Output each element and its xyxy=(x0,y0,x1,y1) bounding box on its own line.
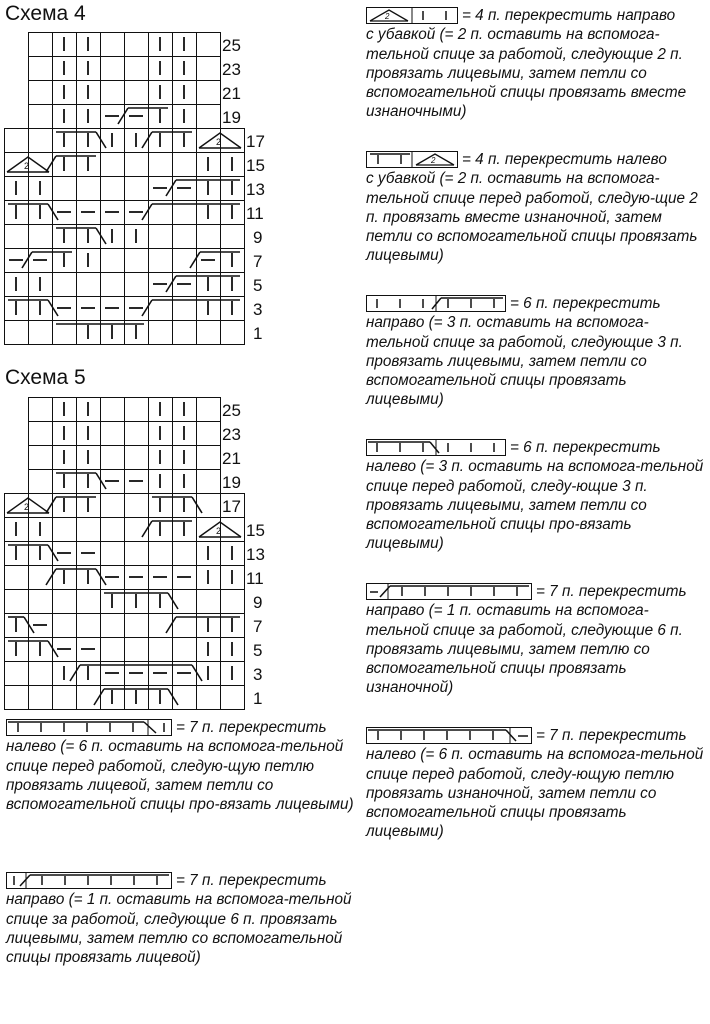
grid-cell xyxy=(53,590,77,614)
scheme5-grid xyxy=(4,397,246,710)
grid-cell xyxy=(125,542,149,566)
grid-cell xyxy=(197,81,221,105)
grid-cell xyxy=(29,590,53,614)
grid-cell xyxy=(29,686,53,710)
svg-text:2: 2 xyxy=(431,156,436,166)
grid-cell xyxy=(125,81,149,105)
grid-cell xyxy=(149,321,173,345)
grid-cell xyxy=(173,321,197,345)
scheme5-title: Схема 5 xyxy=(5,366,86,389)
grid-cell xyxy=(101,273,125,297)
cable-slope xyxy=(166,617,176,633)
decrease-count: 2 xyxy=(24,161,30,171)
grid-cell xyxy=(29,422,53,446)
row-label: 5 xyxy=(253,641,263,660)
legend-item-8 xyxy=(6,871,356,967)
row-label: 7 xyxy=(253,617,263,636)
grid-cell xyxy=(149,614,173,638)
cable-slope xyxy=(46,156,56,172)
legend-item-5 xyxy=(366,582,706,698)
grid-cell xyxy=(101,57,125,81)
legend-1-body: с убавкой (= 2 п. оставить на вспомога-тельной спице за работой, следующие 2 п. провязать лицевыми, затем петли со вспомогательной спицы провязать вместе изнаночными) xyxy=(366,26,687,121)
grid-cell xyxy=(53,518,77,542)
row-label: 3 xyxy=(253,300,263,319)
grid-cell xyxy=(197,33,221,57)
grid-cell xyxy=(197,470,221,494)
cable-slope xyxy=(22,252,32,268)
grid-cell xyxy=(29,105,53,129)
legend-item-1 xyxy=(366,6,706,122)
grid-cell xyxy=(101,638,125,662)
cable-slope xyxy=(142,132,152,148)
grid-cell xyxy=(221,129,245,153)
grid-cell xyxy=(149,225,173,249)
grid-cell xyxy=(77,177,101,201)
decrease-count: 2 xyxy=(216,137,222,147)
grid-cell xyxy=(173,225,197,249)
cable-right-6-symbol xyxy=(366,295,506,312)
cable-slope xyxy=(190,252,200,268)
cable-left-6-symbol xyxy=(366,439,506,456)
cable-slope xyxy=(166,276,176,292)
grid-cell xyxy=(29,57,53,81)
grid-cell xyxy=(197,321,221,345)
cable-slope xyxy=(166,180,176,196)
grid-cell xyxy=(197,105,221,129)
grid-cell xyxy=(125,638,149,662)
cable-left-7p-symbol xyxy=(366,727,532,744)
grid-cell xyxy=(77,273,101,297)
cable-slope xyxy=(142,204,152,220)
legend-item-2 xyxy=(366,150,706,266)
scheme4-title: Схема 4 xyxy=(5,2,86,25)
grid-cell xyxy=(77,590,101,614)
grid-cell xyxy=(29,398,53,422)
row-label: 11 xyxy=(246,204,264,223)
grid-cell xyxy=(125,273,149,297)
legend-3-body: направо (= 3 п. оставить на вспомога-тельной спице за работой, следующие 3 п. провязать лицевыми, затем петли со вспомогательной спицы провязать лицевыми) xyxy=(366,314,683,409)
grid-cell xyxy=(221,225,245,249)
legend-8-head: = 7 п. перекрестить xyxy=(176,872,327,889)
legend-2-body: с убавкой (= 2 п. оставить на вспомога-тельной спице перед работой, следую-щие 2 п. провязать вместе изнаночной, затем петли со вспомогательной спицы провязать лицевыми) xyxy=(366,170,698,265)
grid-cell xyxy=(125,57,149,81)
decrease-count: 2 xyxy=(24,502,30,512)
grid-cell xyxy=(53,686,77,710)
grid-cell xyxy=(77,686,101,710)
grid-cell xyxy=(5,566,29,590)
grid-cell xyxy=(149,638,173,662)
grid-cell xyxy=(101,81,125,105)
cable-slope xyxy=(46,569,56,585)
row-label: 17 xyxy=(246,132,265,151)
legend-7-body: налево (= 6 п. оставить на вспомога-тельной спице перед работой, следую-щую петлю провязать лицевой, затем петли со вспомогательной спицы про-вязать лицевыми) xyxy=(6,738,354,814)
grid-cell xyxy=(197,686,221,710)
legend-2-head: = 4 п. перекрестить налево xyxy=(462,151,667,168)
grid-cell xyxy=(77,518,101,542)
grid-cell xyxy=(125,446,149,470)
decrease-count: 2 xyxy=(216,526,222,536)
row-label: 9 xyxy=(253,228,263,247)
grid-cell xyxy=(149,153,173,177)
grid-cell xyxy=(29,662,53,686)
row-label: 21 xyxy=(222,449,241,468)
grid-cell xyxy=(173,638,197,662)
grid-cell xyxy=(221,518,245,542)
grid-cell xyxy=(5,321,29,345)
row-label: 13 xyxy=(246,180,265,199)
grid-cell xyxy=(101,398,125,422)
legend-8-body: направо (= 1 п. оставить на вспомога-тельной спице за работой, следующие 6 п. провязать лицевыми, затем петлю со вспомогательной спицы провязать лицевой) xyxy=(6,891,352,967)
grid-cell xyxy=(125,614,149,638)
grid-cell xyxy=(197,590,221,614)
cable-slope xyxy=(142,300,152,316)
row-label: 3 xyxy=(253,665,263,684)
grid-cell xyxy=(53,273,77,297)
scheme5-chart xyxy=(4,397,246,710)
grid-cell xyxy=(29,566,53,590)
legend-item-4 xyxy=(366,438,706,554)
legend-5-body: направо (= 1 п. оставить на вспомога-тельной спице за работой, следующие 6 п. провязать лицевыми, затем петлю со вспомогательной спицы провязать изнаночной) xyxy=(366,602,683,697)
grid-cell xyxy=(77,614,101,638)
cable-right-7p-symbol xyxy=(366,583,532,600)
row-label: 25 xyxy=(222,36,241,55)
cable-slope xyxy=(46,497,56,513)
grid-cell xyxy=(125,33,149,57)
row-label: 5 xyxy=(253,276,263,295)
grid-cell xyxy=(29,494,53,518)
scheme4-chart xyxy=(4,32,246,345)
row-label: 19 xyxy=(222,108,241,127)
grid-cell xyxy=(221,590,245,614)
grid-cell xyxy=(101,614,125,638)
legend-item-7 xyxy=(6,718,356,814)
grid-cell xyxy=(29,153,53,177)
grid-cell xyxy=(29,81,53,105)
grid-cell xyxy=(29,446,53,470)
grid-cell xyxy=(29,321,53,345)
grid-cell xyxy=(101,249,125,273)
grid-cell xyxy=(197,57,221,81)
row-label: 23 xyxy=(222,425,241,444)
grid-cell xyxy=(29,129,53,153)
cable-right-7-symbol xyxy=(6,872,172,889)
row-label: 1 xyxy=(253,324,263,343)
legend-item-3 xyxy=(366,294,706,410)
grid-cell xyxy=(101,446,125,470)
grid-cell xyxy=(221,686,245,710)
row-label: 23 xyxy=(222,60,241,79)
grid-cell xyxy=(101,153,125,177)
row-label: 11 xyxy=(246,569,264,588)
legend-1-head: = 4 п. перекрестить направо xyxy=(462,7,676,24)
cable-slope xyxy=(94,689,104,705)
row-label: 15 xyxy=(246,156,265,175)
legend-3-head: = 6 п. перекрестить xyxy=(510,295,661,312)
grid-cell xyxy=(173,153,197,177)
grid-cell xyxy=(29,470,53,494)
legend-6-head: = 7 п. перекрестить xyxy=(536,727,687,744)
row-label: 13 xyxy=(246,545,265,564)
cable-slope xyxy=(70,665,80,681)
cable-slope xyxy=(118,108,128,124)
grid-cell xyxy=(5,590,29,614)
row-label: 17 xyxy=(222,497,241,516)
row-label: 25 xyxy=(222,401,241,420)
grid-cell xyxy=(101,542,125,566)
grid-cell xyxy=(125,177,149,201)
row-label: 15 xyxy=(246,521,265,540)
row-label: 7 xyxy=(253,252,263,271)
grid-cell xyxy=(53,614,77,638)
row-label: 1 xyxy=(253,689,263,708)
legend-6-body: налево (= 6 п. оставить на вспомога-тельной спице перед работой, следу-ющую петлю провязать изнаночной, затем петли со вспомогательной спицы провязать лицевыми) xyxy=(366,746,704,841)
grid-cell xyxy=(197,398,221,422)
grid-cell xyxy=(125,249,149,273)
grid-cell xyxy=(173,542,197,566)
grid-cell xyxy=(197,422,221,446)
grid-cell xyxy=(101,33,125,57)
scheme4-grid xyxy=(4,32,246,345)
svg-text:2: 2 xyxy=(385,12,390,22)
grid-cell xyxy=(125,518,149,542)
grid-cell xyxy=(125,422,149,446)
grid-cell xyxy=(101,177,125,201)
grid-cell xyxy=(149,542,173,566)
grid-cell xyxy=(5,686,29,710)
grid-cell xyxy=(5,662,29,686)
grid-cell xyxy=(125,494,149,518)
grid-cell xyxy=(221,321,245,345)
grid-cell xyxy=(173,686,197,710)
cable-left-7-symbol xyxy=(6,719,172,736)
legend-item-6 xyxy=(366,726,706,842)
row-label: 9 xyxy=(253,593,263,612)
grid-cell xyxy=(101,494,125,518)
grid-cell xyxy=(29,33,53,57)
row-label: 19 xyxy=(222,473,241,492)
grid-cell xyxy=(101,422,125,446)
cable-right-dec-symbol xyxy=(366,7,458,24)
grid-cell xyxy=(149,249,173,273)
grid-cell xyxy=(53,177,77,201)
cable-slope xyxy=(142,521,152,537)
grid-cell xyxy=(5,225,29,249)
grid-cell xyxy=(173,590,197,614)
grid-cell xyxy=(5,129,29,153)
cable-left-dec-symbol xyxy=(366,151,458,168)
grid-cell xyxy=(197,494,221,518)
grid-cell xyxy=(125,153,149,177)
grid-cell xyxy=(125,398,149,422)
grid-cell xyxy=(101,518,125,542)
row-label: 21 xyxy=(222,84,241,103)
legend-4-body: налево (= 3 п. оставить на вспомога-тельной спице перед работой, следу-ющие 3 п. провязать лицевыми, затем петли со вспомогательной спицы про-вязать лицевыми) xyxy=(366,458,704,553)
grid-cell xyxy=(197,446,221,470)
legend-5-head: = 7 п. перекрестить xyxy=(536,583,687,600)
grid-cell xyxy=(197,225,221,249)
legend-7-head: = 7 п. перекрестить xyxy=(176,719,327,736)
grid-cell xyxy=(29,225,53,249)
grid-cell xyxy=(173,249,197,273)
legend-4-head: = 6 п. перекрестить xyxy=(510,439,661,456)
